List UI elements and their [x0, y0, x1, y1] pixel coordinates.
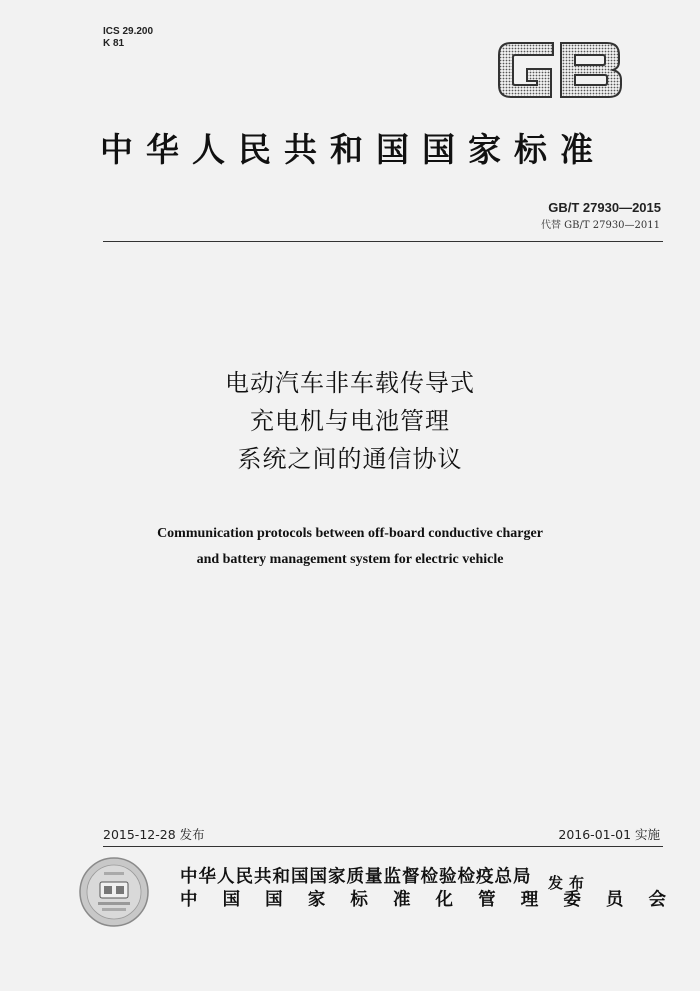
issuing-authority-aqsiq: 中华人民共和国国家质量监督检验检疫总局 [180, 867, 532, 887]
implementation-date: 2016-01-01 实施 [558, 827, 660, 842]
top-divider [103, 241, 663, 242]
bottom-divider [103, 846, 663, 847]
english-title-line: and battery management system for electric vehicle [196, 552, 504, 567]
chinese-title-line: 系统之间的通信协议 [237, 445, 463, 473]
issue-label: 发布 [548, 874, 591, 892]
gb-logo-icon [493, 35, 629, 105]
publication-date: 2015-12-28 发布 [103, 827, 205, 842]
replaces-standard: 代替 GB/T 27930—2011 [541, 220, 660, 231]
issuing-authority-sac: 中 国 国 家 标 准 化 管 理 委 员 会 [180, 890, 676, 910]
ccs-code: K 81 [103, 38, 125, 49]
chinese-title-line: 电动汽车非车载传导式 [225, 369, 475, 397]
anti-counterfeit-seal-icon [78, 856, 150, 928]
chinese-title [0, 364, 700, 478]
classification-codes [103, 26, 153, 50]
standard-number: GB/T 27930—2015 [548, 200, 661, 215]
english-title-line: Communication protocols between off-board conductive charger [157, 526, 543, 541]
ics-code: ICS 29.200 [103, 26, 154, 37]
english-title [0, 521, 700, 573]
chinese-title-line: 充电机与电池管理 [250, 407, 450, 435]
national-standard-title: 中华人民共和国国家标准 [100, 130, 606, 169]
